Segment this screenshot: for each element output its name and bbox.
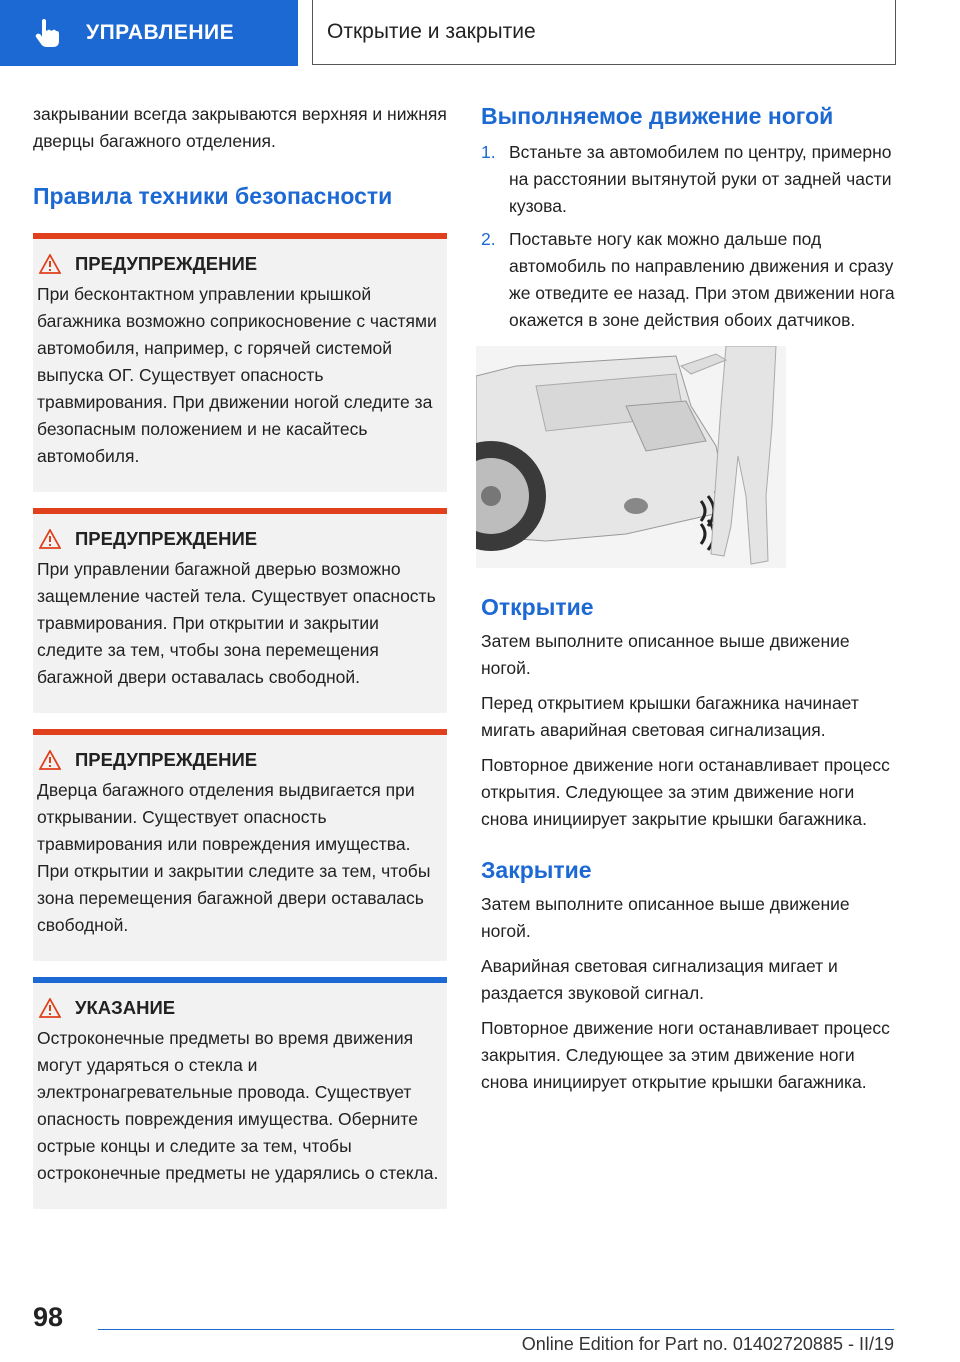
warning-title: ПРЕДУПРЕЖДЕНИЕ	[75, 253, 258, 274]
warning-triangle-icon	[39, 998, 61, 1018]
opening-paragraph: Перед открытием крышки багажника начинает мигать аварийная световая сигнализация.	[481, 693, 859, 740]
warning-text: При управлении багажной дверью возможно защемление частей тела. Существует опасность травмирования. При открытии и закрытии следите за тем, чтобы зона перемещения багажной двери оставалась свободной.	[37, 559, 436, 687]
warning-text: При бесконтактном управлении крышкой багажника возможно соприкосновение с частями автомобиля, например, с горячей системой выпуска ОГ. Существует опасность травмирования. При движении ногой следите за безопасным положением и не касайтесь автомобиля.	[37, 284, 437, 466]
closing-paragraph: Аварийная световая сигнализация мигает и раздается звуковой сигнал.	[481, 956, 838, 1003]
warning-box	[33, 233, 447, 492]
warning-box	[33, 729, 447, 961]
opening-paragraph: Затем выполните описанное выше движение ногой.	[481, 631, 850, 678]
list-item	[481, 139, 901, 220]
note-title: УКАЗАНИЕ	[75, 997, 176, 1018]
step-number: 1.	[481, 142, 496, 162]
warning-triangle-icon	[39, 254, 61, 274]
section-tab[interactable]	[0, 0, 298, 66]
step-number: 2.	[481, 229, 496, 249]
warning-box	[33, 508, 447, 713]
right-column	[481, 101, 901, 1096]
footer-edition: Online Edition for Part no. 01402720885 - II/19	[521, 1334, 894, 1354]
opening-heading: Открытие	[481, 594, 594, 620]
list-item	[481, 226, 901, 334]
note-box	[33, 977, 447, 1209]
warning-title: ПРЕДУПРЕЖДЕНИЕ	[75, 528, 258, 549]
closing-paragraph: Повторное движение ноги останавливает процесс закрытия. Следующее за этим движение ноги снова инициирует открытие крышки багажника.	[481, 1018, 890, 1092]
warning-text: Дверца багажного отделения выдвигается при открывании. Существует опасность травмирования или повреждения имущества. При открытии и закрытии следите за тем, чтобы зона перемещения багажной двери оставалась свободной.	[37, 780, 431, 935]
note-text: Остроконечные предметы во время движения могут ударяться о стекла и электронагревательные провода. Существует опасность повреждения имущества. Оберните острые концы и следите за тем, чтобы остроконечные предметы не ударялись о стекла.	[37, 1028, 439, 1183]
steps-list	[481, 139, 901, 334]
warning-triangle-icon	[39, 529, 61, 549]
section-tab-label: УПРАВЛЕНИЕ	[86, 21, 235, 44]
left-column	[33, 101, 447, 1209]
car-foot-gesture-illustration	[476, 346, 786, 568]
step-text: Встаньте за автомобилем по центру, примерно на расстоянии вытянутой руки от задней части кузова.	[509, 142, 892, 216]
hand-pointer-icon	[30, 16, 64, 50]
warning-title: ПРЕДУПРЕЖДЕНИЕ	[75, 749, 258, 770]
footer-divider	[98, 1329, 894, 1330]
section-title: Открытие и закрытие	[327, 20, 536, 43]
movement-heading: Выполняемое движение ногой	[481, 103, 834, 129]
step-text: Поставьте ногу как можно дальше под автомобиль по направлению движения и сразу же отведите ее назад. При этом движении нога окажется в зоне действия обоих датчиков.	[509, 229, 895, 330]
closing-paragraph: Затем выполните описанное выше движение ногой.	[481, 894, 850, 941]
section-title-box	[312, 0, 896, 65]
warning-triangle-icon	[39, 750, 61, 770]
page-number: 98	[33, 1302, 64, 1332]
intro-paragraph: закрывании всегда закрываются верхняя и нижняя дверцы багажного отделения.	[33, 104, 447, 151]
closing-heading: Закрытие	[481, 857, 592, 883]
opening-paragraph: Повторное движение ноги останавливает процесс открытия. Следующее за этим движение ноги снова инициирует закрытие крышки багажника.	[481, 755, 890, 829]
safety-heading: Правила техники безопасности	[33, 183, 393, 209]
